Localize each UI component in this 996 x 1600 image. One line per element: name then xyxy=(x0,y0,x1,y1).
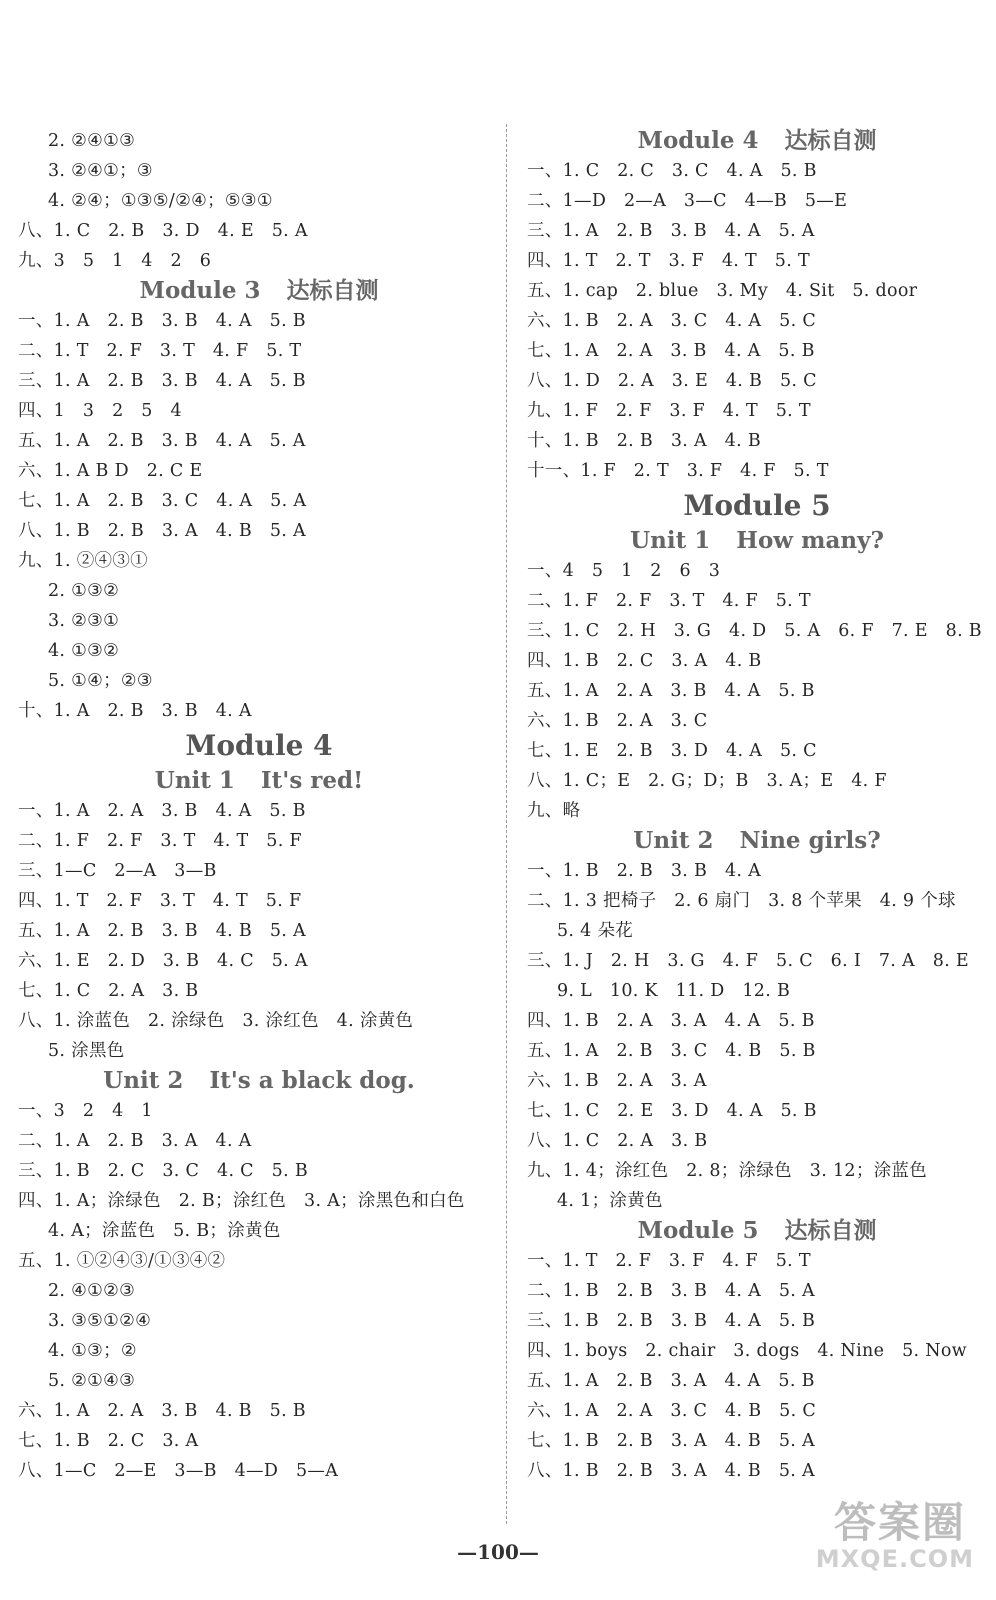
answer-line: 六、1. A B D 2. C E xyxy=(18,461,203,481)
answer-line: 二、1. B 2. B 3. B 4. A 5. A xyxy=(527,1281,815,1301)
watermark-url: MXQE.COM xyxy=(815,1545,974,1573)
section-heading-title: Module 3 xyxy=(139,277,261,304)
answer-line: 九、1. 4；涂红色 2. 8；涂绿色 3. 12；涂蓝色 xyxy=(527,1161,928,1181)
answer-line: 4. ①③② xyxy=(48,641,120,661)
watermark-logo: 答案圈 xyxy=(833,1498,966,1547)
section-heading-subtitle: 达标自测 xyxy=(784,127,877,154)
answer-line: 七、1. B 2. B 3. A 4. B 5. A xyxy=(527,1431,815,1451)
answer-line: 五、1. ①②④③/①③④② xyxy=(18,1251,226,1271)
answer-line: 4. ②④；①③⑤/②④；⑤③① xyxy=(48,191,273,211)
answer-line: 六、1. B 2. A 3. C xyxy=(527,711,708,731)
answer-line: 三、1. A 2. B 3. B 4. A 5. B xyxy=(18,371,306,391)
answer-line: 4. A；涂蓝色 5. B；涂黄色 xyxy=(48,1221,281,1241)
answer-line: 3. ②④①；③ xyxy=(48,161,153,181)
page-number: —100— xyxy=(457,1540,539,1564)
answer-line: 三、1. A 2. B 3. B 4. A 5. A xyxy=(527,221,815,241)
module-heading: Module 5 xyxy=(683,489,831,522)
answer-line: 四、1. B 2. C 3. A 4. B xyxy=(527,651,762,671)
answer-line: 四、1 3 2 5 4 xyxy=(18,401,182,421)
answer-line: 三、1. B 2. C 3. C 4. C 5. B xyxy=(18,1161,308,1181)
answer-line: 4. 1；涂黄色 xyxy=(557,1191,663,1211)
answer-line: 一、1. C 2. C 3. C 4. A 5. B xyxy=(527,161,817,181)
answer-line: 一、4 5 1 2 6 3 xyxy=(527,561,721,581)
section-heading-subtitle: How many? xyxy=(736,527,884,554)
answer-line: 九、3 5 1 4 2 6 xyxy=(18,251,212,271)
answer-line: 四、1. T 2. T 3. F 4. T 5. T xyxy=(527,251,810,271)
answer-line: 一、1. A 2. B 3. B 4. A 5. B xyxy=(18,311,306,331)
answer-line: 十、1. B 2. B 3. A 4. B xyxy=(527,431,762,451)
section-heading xyxy=(18,766,500,796)
answer-line: 4. ①③；② xyxy=(48,1341,137,1361)
answer-line: 2. ④①②③ xyxy=(48,1281,136,1301)
answer-line: 一、3 2 4 1 xyxy=(18,1101,153,1121)
answer-line: 八、1. C 2. A 3. B xyxy=(527,1131,708,1151)
section-heading xyxy=(527,526,987,556)
answer-line: 八、1. C 2. B 3. D 4. E 5. A xyxy=(18,221,308,241)
answer-line: 9. L 10. K 11. D 12. B xyxy=(557,981,791,1001)
answer-line: 六、1. B 2. A 3. C 4. A 5. C xyxy=(527,311,817,331)
answer-line: 八、1. B 2. B 3. A 4. B 5. A xyxy=(527,1461,815,1481)
section-heading-subtitle: It's red! xyxy=(260,767,364,794)
answer-line: 八、1. 涂蓝色 2. 涂绿色 3. 涂红色 4. 涂黄色 xyxy=(18,1011,414,1031)
answer-line: 七、1. A 2. A 3. B 4. A 5. B xyxy=(527,341,815,361)
answer-line: 十、1. A 2. B 3. B 4. A xyxy=(18,701,252,721)
answer-line: 七、1. B 2. C 3. A xyxy=(18,1431,199,1451)
section-heading-title: Unit 1 xyxy=(630,527,711,554)
answer-line: 三、1—C 2—A 3—B xyxy=(18,861,217,881)
answer-line: 六、1. A 2. A 3. B 4. B 5. B xyxy=(18,1401,306,1421)
answer-line: 四、1. T 2. F 3. T 4. T 5. F xyxy=(18,891,302,911)
answer-line: 五、1. A 2. B 3. B 4. B 5. A xyxy=(18,921,306,941)
answer-line: 九、1. ②④③① xyxy=(18,551,148,571)
answer-line: 二、1. F 2. F 3. T 4. F 5. T xyxy=(527,591,811,611)
answer-line: 九、1. F 2. F 3. F 4. T 5. T xyxy=(527,401,811,421)
column-divider xyxy=(506,124,507,1524)
answer-line: 四、1. B 2. A 3. A 4. A 5. B xyxy=(527,1011,815,1031)
answer-line: 六、1. E 2. D 3. B 4. C 5. A xyxy=(18,951,308,971)
answer-line: 六、1. B 2. A 3. A xyxy=(527,1071,707,1091)
section-heading-subtitle: 达标自测 xyxy=(286,277,379,304)
section-heading xyxy=(527,1216,987,1246)
section-heading xyxy=(18,276,500,306)
section-heading xyxy=(18,1066,500,1096)
answer-line: 一、1. T 2. F 3. F 4. F 5. T xyxy=(527,1251,811,1271)
section-heading-title: Unit 2 xyxy=(633,827,714,854)
answer-line: 五、1. A 2. A 3. B 4. A 5. B xyxy=(527,681,815,701)
right-column xyxy=(527,126,987,1486)
answer-line: 二、1. F 2. F 3. T 4. T 5. F xyxy=(18,831,302,851)
answer-line: 5. ②①④③ xyxy=(48,1371,136,1391)
answer-line: 三、1. B 2. B 3. B 4. A 5. B xyxy=(527,1311,816,1331)
answer-line: 八、1. C；E 2. G；D；B 3. A；E 4. F xyxy=(527,771,887,791)
answer-line: 2. ②④①③ xyxy=(48,131,136,151)
answer-line: 五、1. A 2. B 3. C 4. B 5. B xyxy=(527,1041,816,1061)
answer-line: 2. ①③② xyxy=(48,581,120,601)
answer-line: 三、1. C 2. H 3. G 4. D 5. A 6. F 7. E 8. B xyxy=(527,621,982,641)
answer-line: 七、1. A 2. B 3. C 4. A 5. A xyxy=(18,491,307,511)
answer-line: 八、1. D 2. A 3. E 4. B 5. C xyxy=(527,371,817,391)
answer-line: 七、1. E 2. B 3. D 4. A 5. C xyxy=(527,741,817,761)
answer-line: 二、1. 3 把椅子 2. 6 扇门 3. 8 个苹果 4. 9 个球 xyxy=(527,891,956,911)
section-heading-subtitle: 达标自测 xyxy=(784,1217,877,1244)
answer-line: 十一、1. F 2. T 3. F 4. F 5. T xyxy=(527,461,829,481)
answer-line: 七、1. C 2. A 3. B xyxy=(18,981,199,1001)
answer-line: 一、1. B 2. B 3. B 4. A xyxy=(527,861,762,881)
answer-line: 五、1. cap 2. blue 3. My 4. Sit 5. door xyxy=(527,281,918,301)
answer-line: 四、1. boys 2. chair 3. dogs 4. Nine 5. Now xyxy=(527,1341,967,1361)
section-heading-subtitle: Nine girls? xyxy=(739,827,881,854)
answer-line: 九、略 xyxy=(527,801,581,821)
answer-line: 一、1. A 2. A 3. B 4. A 5. B xyxy=(18,801,306,821)
answer-line: 二、1—D 2—A 3—C 4—B 5—E xyxy=(527,191,848,211)
answer-line: 六、1. A 2. A 3. C 4. B 5. C xyxy=(527,1401,817,1421)
section-heading-title: Unit 1 xyxy=(154,767,235,794)
answer-line: 五、1. A 2. B 3. A 4. A 5. B xyxy=(527,1371,815,1391)
section-heading xyxy=(527,126,987,156)
section-heading-title: Unit 2 xyxy=(103,1067,184,1094)
section-heading xyxy=(527,826,987,856)
answer-line: 四、1. A；涂绿色 2. B；涂红色 3. A；涂黑色和白色 xyxy=(18,1191,465,1211)
answer-line: 二、1. A 2. B 3. A 4. A xyxy=(18,1131,252,1151)
answer-line: 5. 4 朵花 xyxy=(557,921,634,941)
section-heading-subtitle: It's a black dog. xyxy=(209,1067,415,1094)
left-column xyxy=(18,126,500,1486)
answer-line: 3. ③⑤①②④ xyxy=(48,1311,152,1331)
answer-line: 三、1. J 2. H 3. G 4. F 5. C 6. I 7. A 8. E xyxy=(527,951,969,971)
module-heading: Module 4 xyxy=(185,729,333,762)
answer-line: 五、1. A 2. B 3. B 4. A 5. A xyxy=(18,431,306,451)
answer-line: 5. 涂黑色 xyxy=(48,1041,125,1061)
answer-line: 二、1. T 2. F 3. T 4. F 5. T xyxy=(18,341,302,361)
answer-line: 八、1—C 2—E 3—B 4—D 5—A xyxy=(18,1461,339,1481)
answer-line: 八、1. B 2. B 3. A 4. B 5. A xyxy=(18,521,306,541)
section-heading-title: Module 5 xyxy=(637,1217,759,1244)
section-heading-title: Module 4 xyxy=(637,127,759,154)
answer-line: 七、1. C 2. E 3. D 4. A 5. B xyxy=(527,1101,817,1121)
answer-line: 3. ②③① xyxy=(48,611,120,631)
answer-line: 5. ①④；②③ xyxy=(48,671,153,691)
